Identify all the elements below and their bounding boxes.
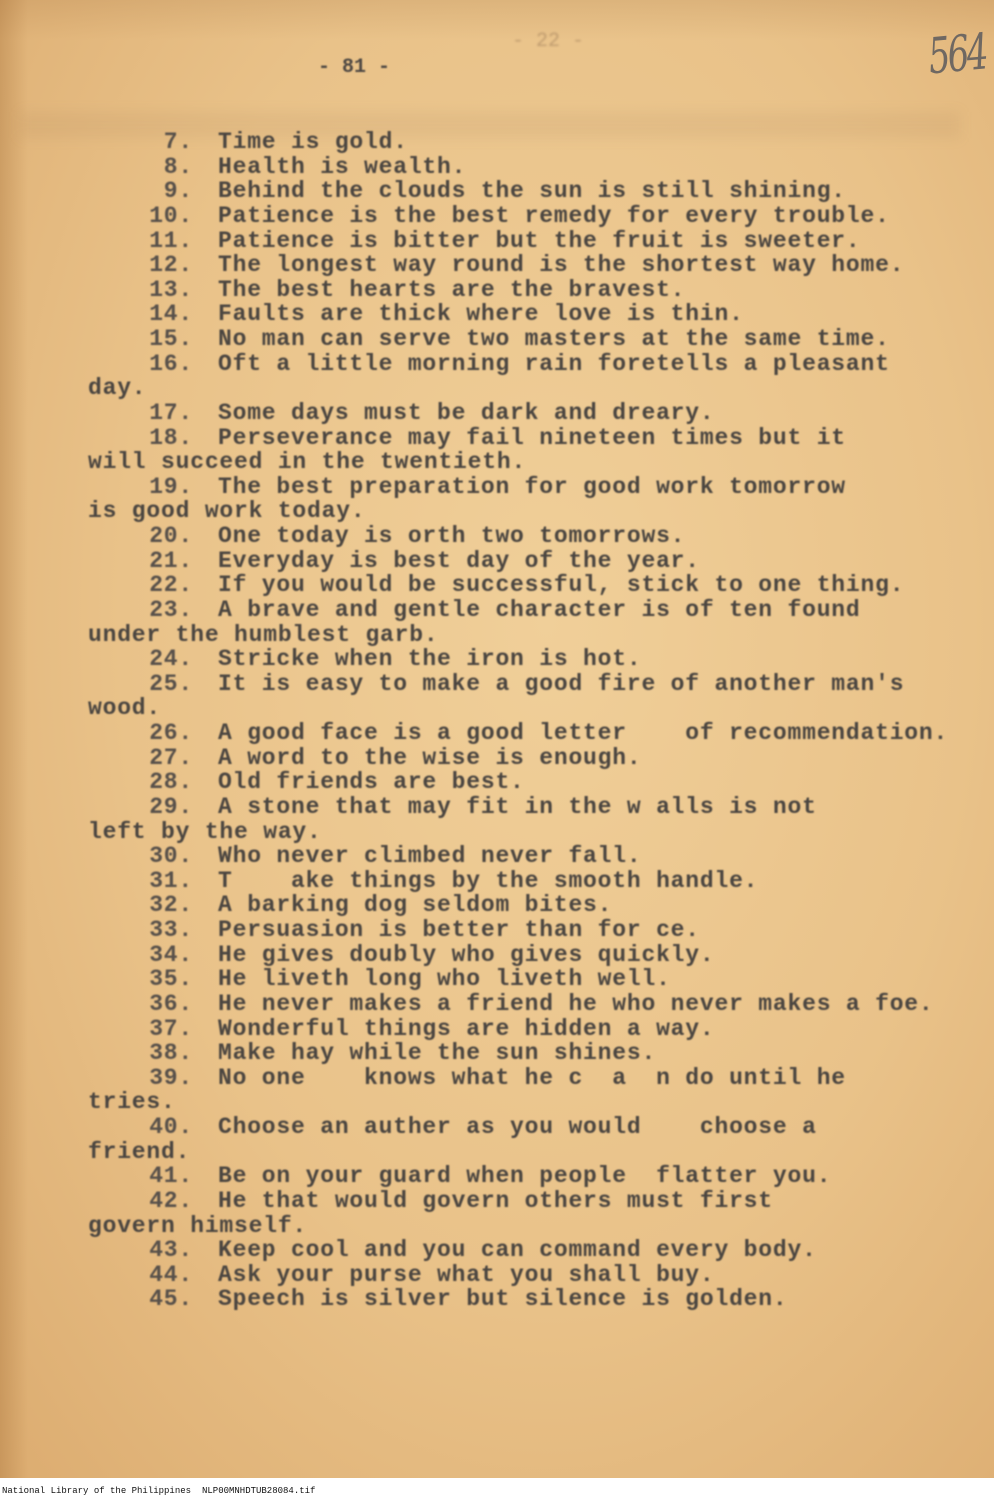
proverb-text: A stone that may fit in the w alls is not <box>218 793 817 820</box>
proverb-number: 24. <box>149 646 193 673</box>
proverb-32 <box>0 893 994 918</box>
proverb-25 <box>0 672 994 697</box>
proverb-number: 41. <box>149 1163 193 1190</box>
proverb-number: 40. <box>149 1114 193 1140</box>
proverb-number: 45. <box>149 1286 193 1313</box>
proverb-14 <box>0 302 994 327</box>
proverb-number: 42. <box>149 1187 193 1214</box>
proverb-number: 17. <box>149 399 193 426</box>
proverb-26 <box>0 721 994 746</box>
proverb-number: 29. <box>149 793 193 820</box>
proverb-18-continuation: will succeed in the twentieth. <box>88 449 527 476</box>
faint-page-number: - 22 - <box>512 30 585 53</box>
proverb-number: 28. <box>149 769 193 796</box>
proverb-20 <box>0 524 994 549</box>
proverb-number: 36. <box>149 990 193 1017</box>
proverb-text: Who never climbed never fall. <box>218 843 642 870</box>
proverb-31 <box>0 869 994 894</box>
proverb-number: 8. <box>163 153 193 180</box>
proverb-39 <box>0 1066 994 1091</box>
proverb-text: Make hay while the sun shines. <box>218 1040 657 1067</box>
proverb-16 <box>0 352 994 377</box>
proverb-number: 32. <box>149 892 193 919</box>
proverb-18 <box>0 426 994 451</box>
proverb-40 <box>0 1115 994 1140</box>
proverb-40-continuation: friend. <box>88 1138 191 1165</box>
proverb-text: T ake things by the smooth handle. <box>218 867 759 894</box>
proverb-33 <box>0 918 994 943</box>
proverb-text: A barking dog seldom bites. <box>218 892 613 919</box>
proverb-text: Oft a little morning rain foretells a pleasant <box>218 350 890 377</box>
proverb-text: Everyday is best day of the year. <box>218 547 700 574</box>
proverb-text: The best preparation for good work tomorrow <box>218 473 846 500</box>
proverb-text: One today is orth two tomorrows. <box>218 523 686 549</box>
proverb-23-continuation: under the humblest garb. <box>88 621 439 648</box>
proverb-text: A brave and gentle character is of ten found <box>218 596 861 623</box>
proverb-text: Stricke when the iron is hot. <box>218 646 642 673</box>
proverb-number: 30. <box>149 843 193 870</box>
proverb-text: Behind the clouds the sun is still shining. <box>218 178 846 205</box>
footer-filename: NLP00MNHDTUB28084.tif <box>202 1486 316 1496</box>
proverb-43 <box>0 1238 994 1263</box>
proverb-text: Some days must be dark and dreary. <box>218 399 715 426</box>
proverb-27 <box>0 746 994 771</box>
proverb-30 <box>0 844 994 869</box>
proverb-number: 33. <box>149 917 193 943</box>
proverb-text: Wonderful things are hidden a way. <box>218 1015 715 1042</box>
proverb-42 <box>0 1189 994 1214</box>
proverb-list <box>0 130 994 1312</box>
proverb-text: Health is wealth. <box>218 153 467 180</box>
proverb-29-continuation: left by the way. <box>88 818 322 845</box>
proverb-text: Be on your guard when people flatter you. <box>218 1163 832 1190</box>
proverb-41 <box>0 1164 994 1189</box>
proverb-7 <box>0 130 994 155</box>
proverb-number: 43. <box>149 1237 193 1264</box>
proverb-8 <box>0 155 994 180</box>
proverb-9 <box>0 179 994 204</box>
page-number: - 81 - <box>318 56 391 79</box>
proverb-number: 38. <box>149 1040 193 1067</box>
proverb-number: 21. <box>149 547 193 574</box>
proverb-12 <box>0 253 994 278</box>
proverb-29 <box>0 795 994 820</box>
proverb-number: 31. <box>149 867 193 894</box>
proverb-text: He that would govern others must first <box>218 1187 773 1214</box>
proverb-36 <box>0 992 994 1017</box>
proverb-text: He never makes a friend he who never makes a foe. <box>218 990 934 1017</box>
proverb-35 <box>0 967 994 992</box>
proverb-text: Ask your purse what you shall buy. <box>218 1261 715 1288</box>
proverb-22 <box>0 573 994 598</box>
proverb-37 <box>0 1017 994 1042</box>
proverb-44 <box>0 1263 994 1288</box>
proverb-number: 37. <box>149 1015 193 1042</box>
proverb-text: Persuasion is better than for ce. <box>218 917 700 943</box>
proverb-25-continuation: wood. <box>88 695 162 722</box>
handwritten-folio-number: 564 <box>926 23 988 85</box>
proverb-number: 35. <box>149 966 193 993</box>
proverb-number: 22. <box>149 572 193 599</box>
proverb-number: 10. <box>149 202 193 229</box>
proverb-34 <box>0 943 994 968</box>
proverb-number: 26. <box>149 720 193 746</box>
proverb-16-continuation: day. <box>88 375 147 402</box>
footer-library-name: National Library of the Philippines <box>2 1486 192 1496</box>
proverb-text: Choose an auther as you would choose a <box>218 1114 817 1140</box>
proverb-number: 18. <box>149 424 193 451</box>
proverb-17 <box>0 401 994 426</box>
proverb-number: 19. <box>149 473 193 500</box>
proverb-13 <box>0 278 994 303</box>
proverb-number: 25. <box>149 670 193 697</box>
proverb-24 <box>0 647 994 672</box>
proverb-number: 27. <box>149 744 193 771</box>
proverb-text: Patience is the best remedy for every trouble. <box>218 202 890 229</box>
proverb-number: 14. <box>149 301 193 328</box>
proverb-number: 7. <box>163 129 193 155</box>
proverb-text: The best hearts are the bravest. <box>218 276 686 303</box>
proverb-text: No man can serve two masters at the same time. <box>218 326 890 352</box>
proverb-text: A word to the wise is enough. <box>218 744 642 771</box>
proverb-number: 9. <box>163 178 193 205</box>
proverb-19-continuation: is good work today. <box>88 498 366 525</box>
proverb-38 <box>0 1041 994 1066</box>
proverb-number: 23. <box>149 596 193 623</box>
proverb-number: 13. <box>149 276 193 303</box>
proverb-text: If you would be successful, stick to one thing. <box>218 572 905 599</box>
proverb-number: 12. <box>149 252 193 279</box>
proverb-number: 34. <box>149 941 193 968</box>
proverb-text: He gives doubly who gives quickly. <box>218 941 715 968</box>
proverb-text: Old friends are best. <box>218 769 525 796</box>
proverb-text: Keep cool and you can command every body. <box>218 1237 817 1264</box>
proverb-number: 16. <box>149 350 193 377</box>
proverb-number: 44. <box>149 1261 193 1288</box>
proverb-28 <box>0 770 994 795</box>
proverb-text: Speech is silver but silence is golden. <box>218 1286 788 1313</box>
proverb-21 <box>0 549 994 574</box>
proverb-10 <box>0 204 994 229</box>
proverb-text: It is easy to make a good fire of another man's <box>218 670 905 697</box>
proverb-number: 39. <box>149 1064 193 1091</box>
proverb-text: Faults are thick where love is thin. <box>218 301 744 328</box>
proverb-39-continuation: tries. <box>88 1089 176 1116</box>
proverb-42-continuation: govern himself. <box>88 1212 308 1239</box>
proverb-number: 15. <box>149 326 193 352</box>
proverb-text: No one knows what he c a n do until he <box>218 1064 846 1091</box>
proverb-text: A good face is a good letter of recommendation. <box>218 720 949 746</box>
proverb-number: 11. <box>149 227 193 254</box>
proverb-text: Time is gold. <box>218 129 408 155</box>
proverb-19 <box>0 475 994 500</box>
proverb-15 <box>0 327 994 352</box>
proverb-number: 20. <box>149 523 193 549</box>
proverb-text: He liveth long who liveth well. <box>218 966 671 993</box>
proverb-45 <box>0 1287 994 1312</box>
proverb-text: The longest way round is the shortest way home. <box>218 252 905 279</box>
proverb-23 <box>0 598 994 623</box>
proverb-text: Patience is bitter but the fruit is sweeter. <box>218 227 861 254</box>
proverb-11 <box>0 229 994 254</box>
proverb-text: Perseverance may fail nineteen times but it <box>218 424 846 451</box>
